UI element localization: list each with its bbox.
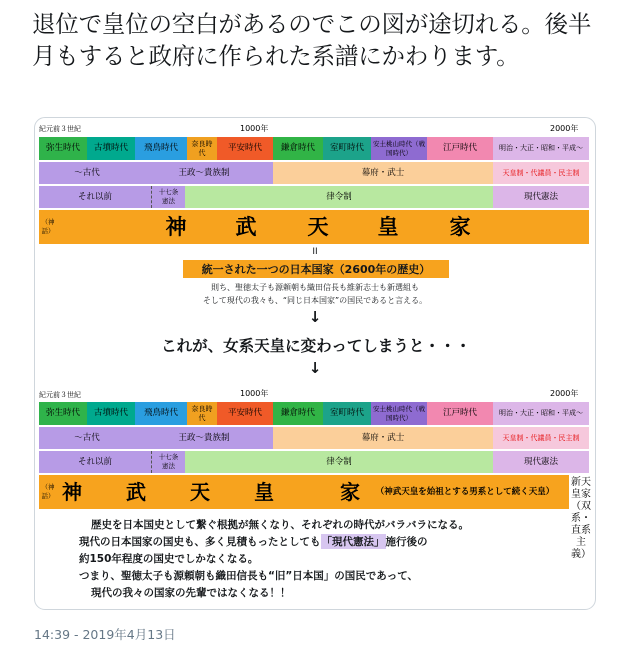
b-law-modern: 現代憲法: [493, 451, 589, 473]
law-ritsuryo: 律令制: [185, 186, 493, 208]
tweet-image-card[interactable]: [34, 117, 596, 610]
bottom-year-mid: 1000年: [240, 389, 269, 398]
b-law-before: それ以前: [39, 451, 151, 473]
new-house-label: 新天皇家（双系・直系主義）: [571, 475, 591, 605]
lineage-char-5: 家: [449, 214, 471, 239]
top-year-end: 2000年: [550, 124, 579, 133]
consequence-line-3: 約150年程度の国史でしかなくなる。: [79, 552, 259, 565]
lineage-char-3: 天: [307, 214, 329, 239]
era-kofun: 古墳時代: [87, 137, 135, 160]
b-era-kofun: 古墳時代: [87, 402, 135, 425]
b-law-ritsuryo: 律令制: [185, 451, 493, 473]
tweet-text: 退位で皇位の空白があるのでこの図が途切れる。後半月もすると政府に作られた系譜にかわります。: [32, 10, 592, 70]
lineage-myth-tag: （神話）: [41, 218, 55, 235]
b-lineage-myth-tag: （神話）: [41, 483, 55, 500]
bottom-year-start: 紀元前３世紀: [39, 391, 81, 399]
b-lineage-note: （神武天皇を始祖とする男系として続く天皇）: [375, 486, 555, 497]
b-era-kamakura: 鎌倉時代: [273, 402, 323, 425]
politics-kingship: 王政～貴族制: [135, 162, 273, 184]
b-lineage-char-1: 神: [62, 479, 82, 504]
era-heian: 平安時代: [217, 137, 273, 160]
b-era-azuchi: 安土桃山時代（戦国時代）: [371, 402, 427, 425]
b-politics-ancient: ～古代: [39, 427, 135, 449]
lineage-char-1: 神: [165, 214, 187, 239]
consequence-line-2a: 現代の日本国家の国史も、多く見積もったとしても: [79, 535, 321, 548]
era-asuka: 飛鳥時代: [135, 137, 187, 160]
era-azuchi: 安土桃山時代（戦国時代）: [371, 137, 427, 160]
b-lineage-char-5: 家: [340, 479, 360, 504]
consequence-line-5: 現代の我々の国家の先輩ではなくなる！！: [91, 586, 291, 599]
era-yayoi: 弥生時代: [39, 137, 87, 160]
law-seventeen: 十七条憲法: [151, 186, 185, 208]
era-modern: 明治・大正・昭和・平成～: [493, 137, 589, 160]
top-year-mid: 1000年: [240, 124, 269, 133]
headline: 統一された一つの日本国家（2600年の歴史）: [183, 260, 449, 278]
era-muromachi: 室町時代: [323, 137, 371, 160]
lineage-char-4: 皇: [377, 214, 399, 239]
b-politics-shogunate: 幕府・武士: [273, 427, 493, 449]
politics-modern: 天皇制・代議員・民主制: [493, 162, 589, 184]
b-politics-modern: 天皇制・代議員・民主制: [493, 427, 589, 449]
tweet-timestamp[interactable]: 14:39 - 2019年4月13日: [34, 627, 176, 642]
b-era-modern: 明治・大正・昭和・平成～: [493, 402, 589, 425]
politics-shogunate: 幕府・武士: [273, 162, 493, 184]
b-era-muromachi: 室町時代: [323, 402, 371, 425]
imperial-lineage-infographic: [35, 118, 595, 609]
era-kamakura: 鎌倉時代: [273, 137, 323, 160]
b-era-heian: 平安時代: [217, 402, 273, 425]
middle-line-1: 則ち、聖徳太子も源頼朝も織田信長も維新志士も新選組も: [211, 282, 419, 292]
bottom-year-end: 2000年: [550, 389, 579, 398]
b-lineage-char-3: 天: [190, 479, 210, 504]
era-edo: 江戸時代: [427, 137, 493, 160]
middle-line-2: そして現代の我々も、“同じ日本国家”の国民であると言える。: [202, 295, 428, 305]
law-before: それ以前: [39, 186, 151, 208]
b-era-edo: 江戸時代: [427, 402, 493, 425]
warning-text: これが、女系天皇に変わってしまうと・・・: [161, 337, 471, 355]
consequence-line-2: [79, 533, 569, 549]
lineage-char-2: 武: [235, 214, 257, 239]
era-nara: 奈良時代: [187, 137, 217, 160]
equals-mark: II: [312, 247, 318, 257]
top-year-start: 紀元前３世紀: [39, 125, 81, 133]
politics-ancient: ～古代: [39, 162, 135, 184]
b-politics-kingship: 王政～貴族制: [135, 427, 273, 449]
consequence-line-2c: 施行後の: [385, 535, 428, 548]
b-era-asuka: 飛鳥時代: [135, 402, 187, 425]
b-era-nara: 奈良時代: [187, 402, 217, 425]
consequence-line-4: つまり、聖徳太子も源頼朝も織田信長も“旧”日本国」の国民であって、: [79, 569, 418, 582]
arrow-down-icon-2: ↓: [308, 359, 322, 377]
consequence-line-1: 歴史を日本国史として繋ぐ根拠が無くなり、それぞれの時代がバラバラになる。: [91, 518, 469, 531]
arrow-down-icon: ↓: [308, 308, 322, 326]
b-law-seventeen: 十七条憲法: [151, 451, 185, 473]
modern-constitution-highlight: 「現代憲法」: [321, 535, 385, 548]
b-lineage-char-4: 皇: [254, 479, 274, 504]
b-era-yayoi: 弥生時代: [39, 402, 87, 425]
law-modern: 現代憲法: [493, 186, 589, 208]
b-lineage-char-2: 武: [126, 479, 146, 504]
